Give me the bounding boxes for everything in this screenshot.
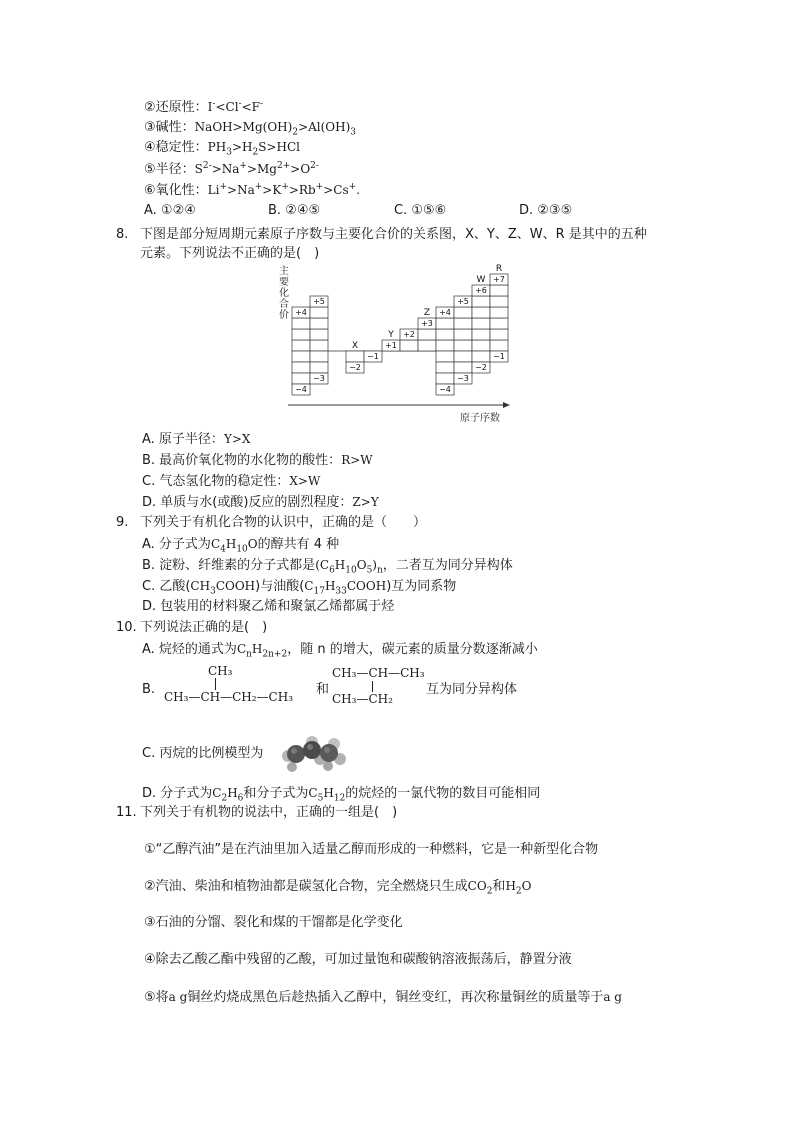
valence-cell	[472, 296, 490, 307]
negative-valence-label: −2	[349, 363, 361, 372]
propane-model-image	[272, 732, 354, 776]
valence-cell	[490, 307, 508, 318]
q8-option-a: A. 原子半径：Y>X	[142, 432, 251, 447]
valence-cell	[292, 318, 310, 329]
valence-cell	[472, 318, 490, 329]
valence-cell	[346, 351, 364, 362]
valence-cell	[310, 318, 328, 329]
q9-number: 9.	[116, 515, 129, 530]
valence-column-3	[346, 341, 364, 373]
valence-cell	[454, 362, 472, 373]
valence-chart	[272, 264, 516, 426]
valence-cell	[310, 329, 328, 340]
positive-valence-label: +2	[403, 330, 415, 339]
q9-option-b: B. 淀粉、纤维素的分子式都是$(C_6H_{10}O_5)_n$，二者互为同分异构体	[142, 558, 513, 576]
valence-cell	[292, 329, 310, 340]
chart-x-label: 原子序数	[460, 413, 500, 424]
valence-column-7	[418, 308, 436, 351]
valence-cell	[310, 362, 328, 373]
valence-cell	[436, 318, 454, 329]
positive-valence-label: +7	[493, 275, 505, 284]
positive-valence-label: +5	[313, 297, 325, 306]
negative-valence-label: −3	[457, 374, 469, 383]
negative-valence-label: −3	[313, 374, 325, 383]
valence-column-4	[364, 351, 382, 362]
valence-cell	[454, 351, 472, 362]
valence-cell	[490, 329, 508, 340]
q7-statement-4: ④稳定性：$PH_3>H_2S>HCl$	[144, 140, 300, 158]
element-label-w: W	[476, 275, 486, 285]
valence-cell	[472, 340, 490, 351]
valence-column-9	[454, 296, 472, 384]
valence-cell	[436, 362, 454, 373]
q8-option-c: C. 气态氢化物的稳定性：X>W	[142, 474, 321, 489]
q9-option-a: A. 分子式为$C_4H_{10}O$的醇共有 4 种	[142, 537, 340, 555]
element-label-y: Y	[388, 330, 394, 340]
valence-column-5	[382, 330, 400, 351]
q8-number: 8.	[116, 227, 129, 242]
negative-valence-label: −4	[439, 385, 451, 394]
negative-valence-label: −1	[367, 352, 379, 361]
structure-1	[164, 662, 314, 704]
valence-cell	[436, 340, 454, 351]
q8-option-b: B. 最高价氧化物的水化物的酸性：R>W	[142, 453, 373, 468]
structure-2-bottom: CH₃—CH₂	[332, 692, 393, 706]
q11-number: 11.	[116, 805, 137, 820]
negative-valence-label: −2	[475, 363, 487, 372]
q11-stem: 下列关于有机物的说法中，正确的一组是( )	[140, 805, 398, 820]
valence-column-11	[490, 264, 508, 362]
valence-cell	[454, 318, 472, 329]
q10-option-b-label: B.	[142, 682, 156, 697]
q10-stem: 下列说法正确的是( )	[140, 620, 268, 635]
q7-statement-6: ⑥氧化性：Li+>Na+>K+>Rb+>Cs+.	[144, 182, 360, 198]
structure-1-branch: CH₃	[208, 664, 233, 678]
valence-cell	[292, 340, 310, 351]
q10-number: 10.	[116, 620, 137, 635]
valence-cell	[292, 373, 310, 384]
valence-cell	[436, 373, 454, 384]
valence-cell	[472, 307, 490, 318]
q11-statement-3: ③石油的分馏、裂化和煤的干馏都是化学变化	[144, 915, 403, 930]
negative-valence-label: −1	[493, 352, 505, 361]
valence-cell	[400, 340, 418, 351]
q9-option-c: C. 乙酸$(CH_3COOH)$与油酸$(C_{17}H_{33}COOH)$互为同系物	[142, 579, 457, 597]
q8-option-d: D. 单质与水(或酸)反应的剧烈程度：Z>Y	[142, 495, 379, 510]
valence-column-2	[310, 296, 328, 384]
q7-option-a: A. ①②④	[144, 203, 196, 218]
valence-column-6	[400, 329, 418, 351]
q10-option-b-and: 和	[316, 682, 330, 697]
structure-2	[332, 664, 432, 708]
chart-bars	[292, 264, 508, 395]
element-label-x: X	[351, 341, 359, 351]
valence-column-8	[436, 307, 454, 395]
valence-cell	[418, 340, 436, 351]
valence-cell	[454, 307, 472, 318]
q7-option-c: C. ①⑤⑥	[394, 203, 447, 218]
valence-cell	[436, 329, 454, 340]
element-label-r: R	[495, 264, 503, 274]
structure-2-top: CH₃—CH—CH₃	[332, 666, 425, 680]
positive-valence-label: +4	[439, 308, 451, 317]
valence-cell	[490, 318, 508, 329]
chart-y-label: 主要化合价	[279, 266, 289, 321]
q7-option-b: B. ②④⑤	[268, 203, 321, 218]
valence-cell	[292, 351, 310, 362]
q7-statement-2: ②还原性：I-<Cl-<F-	[144, 99, 264, 115]
valence-cell	[310, 351, 328, 362]
q10-option-c: C. 丙烷的比例模型为	[142, 746, 264, 761]
valence-cell	[490, 285, 508, 296]
valence-cell	[472, 351, 490, 362]
q11-statement-2: ②汽油、柴油和植物油都是碳氢化合物，完全燃烧只生成$CO_2$和$H_2O$	[144, 879, 532, 897]
q9-stem: 下列关于有机化合物的认识中，正确的是（ ）	[140, 515, 427, 530]
valence-cell	[310, 340, 328, 351]
valence-cell	[454, 329, 472, 340]
q10-option-b-tail: 互为同分异构体	[426, 682, 518, 697]
q10-option-d: D. 分子式为$C_2H_6$和分子式为$C_5H_{12}$的烷烃的一氯代物的数目可能相同	[142, 786, 541, 804]
q10-option-a: A. 烷烃的通式为$C_nH_{2n+2}$，随 n 的增大，碳元素的质量分数逐渐减小	[142, 642, 538, 660]
positive-valence-label: +3	[421, 319, 433, 328]
q11-statement-5: ⑤将a g铜丝灼烧成黑色后趁热插入乙醇中，铜丝变红，再次称量铜丝的质量等于a g	[144, 990, 622, 1005]
q7-option-d: D. ②③⑤	[519, 203, 573, 218]
positive-valence-label: +5	[457, 297, 469, 306]
q11-statement-4: ④除去乙酸乙酯中残留的乙酸，可加过量饱和碳酸钠溶液振荡后，静置分液	[144, 952, 572, 967]
q8-stem-line1: 下图是部分短周期元素原子序数与主要化合价的关系图，X、Y、Z、W、R 是其中的五种	[140, 227, 647, 242]
q8-stem-line2: 元素。下列说法不正确的是( )	[140, 246, 320, 261]
q11-statement-1: ①“乙醇汽油”是在汽油里加入适量乙醇而形成的一种燃料，它是一种新型化合物	[144, 842, 599, 857]
valence-cell	[454, 340, 472, 351]
structure-1-main: CH₃—CH—CH₂—CH₃	[164, 690, 294, 704]
positive-valence-label: +4	[295, 308, 307, 317]
valence-cell	[310, 307, 328, 318]
valence-cell	[472, 329, 490, 340]
element-label-z: Z	[423, 308, 431, 318]
valence-column-10	[472, 275, 490, 373]
valence-cell	[292, 362, 310, 373]
negative-valence-label: −4	[295, 385, 307, 394]
valence-cell	[490, 296, 508, 307]
q7-statement-3: ③碱性：$NaOH>Mg(OH)_2>Al(OH)_3$	[144, 120, 357, 138]
q9-option-d: D. 包装用的材料聚乙烯和聚氯乙烯都属于烃	[142, 599, 395, 614]
positive-valence-label: +1	[385, 341, 397, 350]
q7-statement-5: ⑤半径：$S^{2-}>Na^+>Mg^{2+}>O^{2-}$	[144, 161, 319, 177]
x-axis-arrow	[503, 402, 510, 408]
positive-valence-label: +6	[475, 286, 487, 295]
valence-cell	[418, 329, 436, 340]
valence-column-1	[292, 307, 310, 395]
valence-cell	[436, 351, 454, 362]
valence-cell	[490, 340, 508, 351]
